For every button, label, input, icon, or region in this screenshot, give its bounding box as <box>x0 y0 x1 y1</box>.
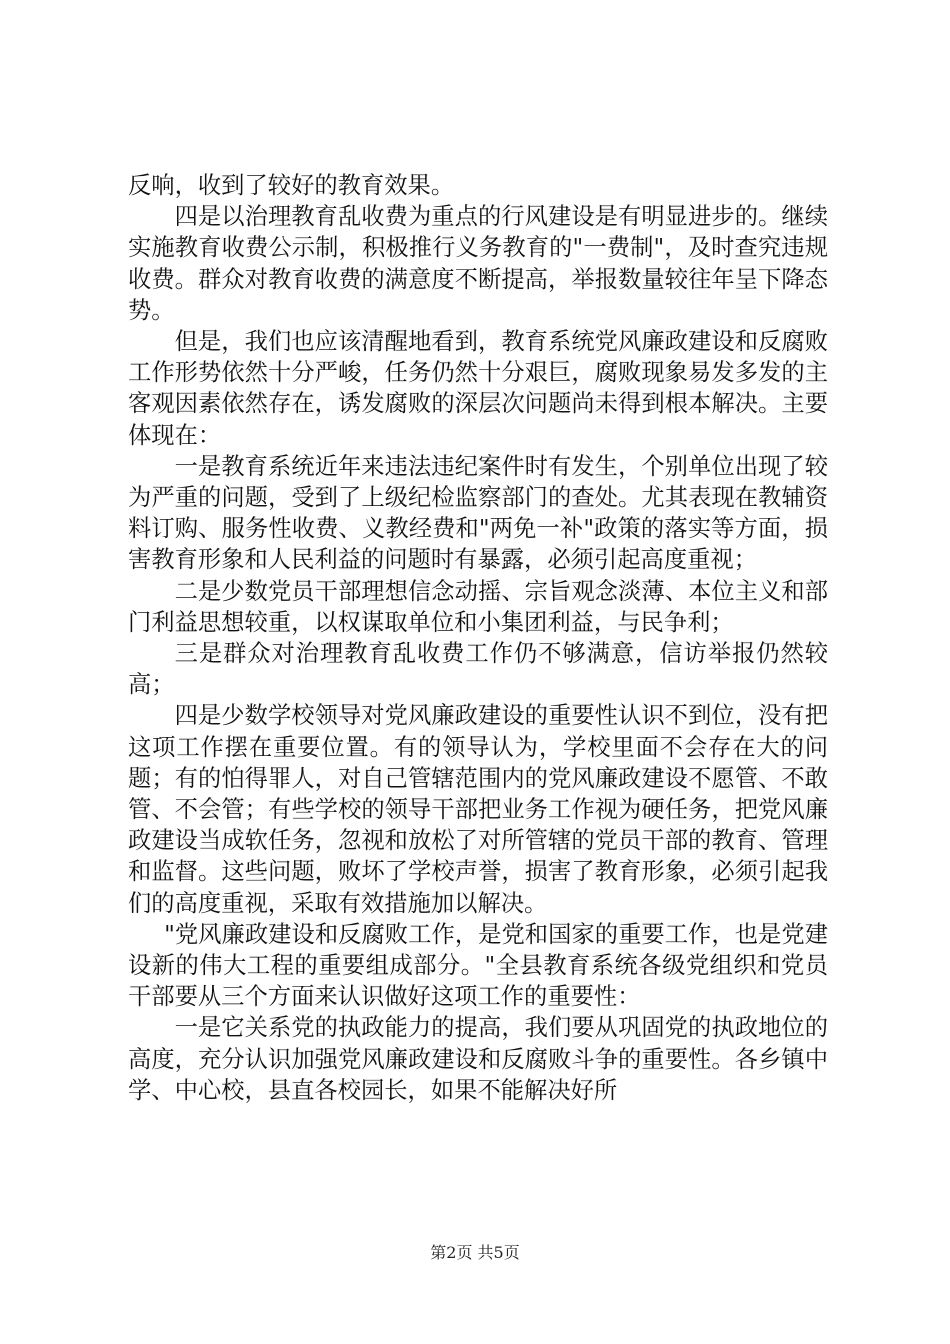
paragraph-situation: 但是，我们也应该清醒地看到，教育系统党风廉政建设和反腐败工作形势依然十分严峻，任务仍然十分艰巨，腐败现象易发多发的主客观因素依然存在，诱发腐败的深层次问题尚未得到根本解决。主要体现在： <box>128 328 828 449</box>
paragraph-continuation: 反响，收到了较好的教育效果。 <box>128 172 455 199</box>
document-body <box>128 170 828 1106</box>
page-number-footer: 第2页 共5页 <box>430 1243 520 1262</box>
paragraph-issue-two: 二是少数党员干部理想信念动摇、宗旨观念淡薄、本位主义和部门利益思想较重，以权谋取单位和小集团利益，与民争利； <box>128 577 828 636</box>
paragraph-fee-governance: 四是以治理教育乱收费为重点的行风建设是有明显进步的。继续实施教育收费公示制，积极推行义务教育的"一费制"，及时查究违规收费。群众对教育收费的满意度不断提高，举报数量较往年呈下降态势。 <box>128 203 828 324</box>
paragraph-issue-three: 三是群众对治理教育乱收费工作仍不够满意，信访举报仍然较高； <box>128 640 828 699</box>
paragraph-issue-four: 四是少数学校领导对党风廉政建设的重要性认识不到位，没有把这项工作摆在重要位置。有的领导认为，学校里面不会存在大的问题；有的怕得罪人，对自己管辖范围内的党风廉政建设不愿管、不敢管、不会管；有些学校的领导干部把业务工作视为硬任务，把党风廉政建设当成软任务，忽视和放松了对所管辖的党员干部的教育、管理和监督。这些问题，败坏了学校声誉，损害了教育形象，必须引起我们的高度重视，采取有效措施加以解决。 <box>128 702 828 917</box>
paragraph-issue-one: 一是教育系统近年来违法违纪案件时有发生，个别单位出现了较为严重的问题，受到了上级纪检监察部门的查处。尤其表现在教辅资料订购、服务性收费、义教经费和"两免一补"政策的落实等方面，损害教育形象和人民利益的问题时有暴露，必须引起高度重视； <box>128 452 828 574</box>
paragraph-point-one: 一是它关系党的执政能力的提高，我们要从巩固党的执政地位的高度，充分认识加强党风廉政建设和反腐败斗争的重要性。各乡镇中学、中心校，县直各校园长，如果不能解决好所 <box>128 1014 828 1104</box>
paragraph-quote: "党风廉政建设和反腐败工作，是党和国家的重要工作，也是党建设新的伟大工程的重要组成部分。"全县教育系统各级党组织和党员干部要从三个方面来认识做好这项工作的重要性： <box>128 920 828 1011</box>
